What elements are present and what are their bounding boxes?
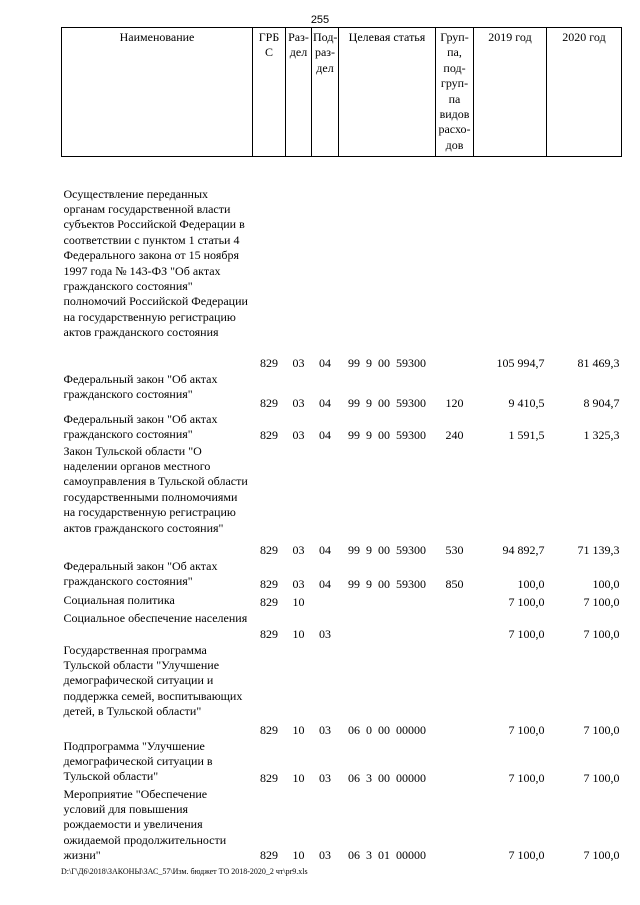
row-target: 99 9 00 59300 — [348, 356, 426, 371]
row-target: 06 0 00 00000 — [348, 723, 426, 738]
row-podrazdel: 03 — [319, 627, 331, 642]
table-row — [62, 187, 622, 372]
row-target: 99 9 00 59300 — [348, 396, 426, 411]
table-row — [62, 739, 622, 787]
row-name: Осуществление переданных органам государственной власти субъектов Российской Федерации в соответствии с пунктом 1 статьи 4 Федерального закона от 15 ноября 1997 года № 143-ФЗ "Об актах гражданского состояния" полномочий Российской Федерации на государственную регистрацию актов гражданского состояния — [63, 186, 248, 340]
row-2020: 81 469,3 — [577, 356, 620, 371]
row-2020: 71 139,3 — [577, 543, 620, 558]
row-target: 99 9 00 59300 — [348, 428, 426, 443]
row-2020: 1 325,3 — [583, 428, 620, 443]
row-name: Социальная политика — [63, 592, 175, 607]
row-group — [436, 187, 474, 372]
row-2019: 94 892,7 — [502, 543, 545, 558]
row-razdel: 03 — [292, 396, 305, 411]
row-podrazdel: 03 — [319, 848, 331, 863]
row-target: 06 3 00 00000 — [348, 771, 426, 786]
row-grbs: 829 — [260, 771, 278, 786]
table-row — [62, 372, 622, 412]
row-razdel: 03 — [292, 543, 305, 558]
row-2019: 7 100,0 — [508, 848, 545, 863]
row-name: Федеральный закон "Об актах гражданского состояния" — [63, 371, 218, 401]
table-row — [62, 444, 622, 559]
row-razdel: 03 — [292, 356, 305, 371]
row-grbs: 829 — [260, 356, 278, 371]
row-2019: 7 100,0 — [508, 723, 545, 738]
table-row — [62, 787, 622, 864]
row-razdel: 10 — [292, 595, 305, 610]
header-podrazdel: Под- раз- дел — [312, 28, 339, 157]
row-razdel: 10 — [292, 627, 305, 642]
row-2019: 7 100,0 — [508, 771, 545, 786]
row-name: Федеральный закон "Об актах гражданского состояния" — [63, 411, 218, 441]
row-target: 99 9 00 59300 — [348, 577, 426, 592]
row-2019: 9 410,5 — [508, 396, 545, 411]
row-2019: 7 100,0 — [508, 627, 545, 642]
row-name: Подпрограмма "Улучшение демографической ситуации в Тульской области" — [63, 738, 213, 784]
row-name: Федеральный закон "Об актах гражданского состояния" — [63, 558, 218, 588]
row-name: Мероприятие "Обеспечение условий для повышения рождаемости и увеличения ожидаемой продолжительности жизни" — [63, 786, 227, 863]
row-2019: 105 994,7 — [496, 356, 545, 371]
header-name: Наименование — [62, 28, 253, 157]
row-grbs: 829 — [260, 627, 278, 642]
row-target — [339, 593, 436, 611]
row-razdel: 10 — [292, 723, 305, 738]
row-podrazdel — [312, 593, 339, 611]
row-target: 99 9 00 59300 — [348, 543, 426, 558]
row-group: 850 — [445, 577, 464, 592]
table-row — [62, 559, 622, 593]
row-razdel: 03 — [292, 428, 305, 443]
row-grbs: 829 — [260, 848, 278, 863]
row-2019: 100,0 — [517, 577, 545, 592]
row-target: 06 3 01 00000 — [348, 848, 426, 863]
row-2020: 7 100,0 — [583, 848, 620, 863]
header-grbs: ГРБ С — [253, 28, 286, 157]
header-group: Груп- па, под- груп- па видов расхо- дов — [436, 28, 474, 157]
row-grbs: 829 — [260, 543, 278, 558]
row-grbs: 829 — [260, 428, 278, 443]
row-razdel: 03 — [292, 577, 305, 592]
row-podrazdel: 03 — [319, 723, 331, 738]
row-2020: 8 904,7 — [583, 396, 620, 411]
row-group: 530 — [445, 543, 464, 558]
row-podrazdel: 04 — [319, 428, 331, 443]
row-grbs: 829 — [260, 396, 278, 411]
row-group — [436, 611, 474, 643]
row-2020: 7 100,0 — [583, 595, 620, 610]
row-podrazdel: 03 — [319, 771, 331, 786]
row-podrazdel: 04 — [319, 356, 331, 371]
header-2020: 2020 год — [547, 28, 622, 157]
row-group: 120 — [445, 396, 464, 411]
row-2020: 7 100,0 — [583, 627, 620, 642]
table-row — [62, 611, 622, 643]
row-group — [436, 643, 474, 739]
row-razdel: 10 — [292, 848, 305, 863]
row-razdel: 10 — [292, 771, 305, 786]
row-group: 240 — [445, 428, 464, 443]
table-row — [62, 412, 622, 444]
row-podrazdel: 04 — [319, 543, 331, 558]
file-path-footer: D:\Г\Д6\2018\ЗАКОНЫ\ЗАС_57\Изм. бюджет ТО 2018-2020_2 чт\pr9.xls — [61, 867, 308, 876]
row-podrazdel: 04 — [319, 396, 331, 411]
row-name: Социальное обеспечение населения — [63, 610, 248, 625]
row-2020: 100,0 — [592, 577, 620, 592]
row-grbs: 829 — [260, 577, 278, 592]
row-2020: 7 100,0 — [583, 771, 620, 786]
row-name: Государственная программа Тульской области "Улучшение демографической ситуации и поддержка семей, воспитывающих детей, в Тульской области" — [63, 642, 243, 719]
row-group — [436, 593, 474, 611]
row-podrazdel: 04 — [319, 577, 331, 592]
row-2020: 7 100,0 — [583, 723, 620, 738]
row-2019: 1 591,5 — [508, 428, 545, 443]
row-2019: 7 100,0 — [508, 595, 545, 610]
row-grbs: 829 — [260, 723, 278, 738]
table-row — [62, 643, 622, 739]
row-group — [436, 739, 474, 787]
row-grbs: 829 — [260, 595, 278, 610]
row-target — [339, 611, 436, 643]
header-razdel: Раз- дел — [286, 28, 312, 157]
row-group — [436, 787, 474, 864]
header-row — [62, 28, 622, 157]
page-number: 255 — [310, 14, 330, 26]
header-target: Целевая статья — [339, 28, 436, 157]
budget-table — [61, 27, 622, 864]
table-row — [62, 593, 622, 611]
row-name: Закон Тульской области "О наделении органов местного самоуправления в Тульской области государственными полномочиями на государственную регистрацию актов гражданского состояния" — [63, 443, 248, 535]
header-2019: 2019 год — [474, 28, 547, 157]
